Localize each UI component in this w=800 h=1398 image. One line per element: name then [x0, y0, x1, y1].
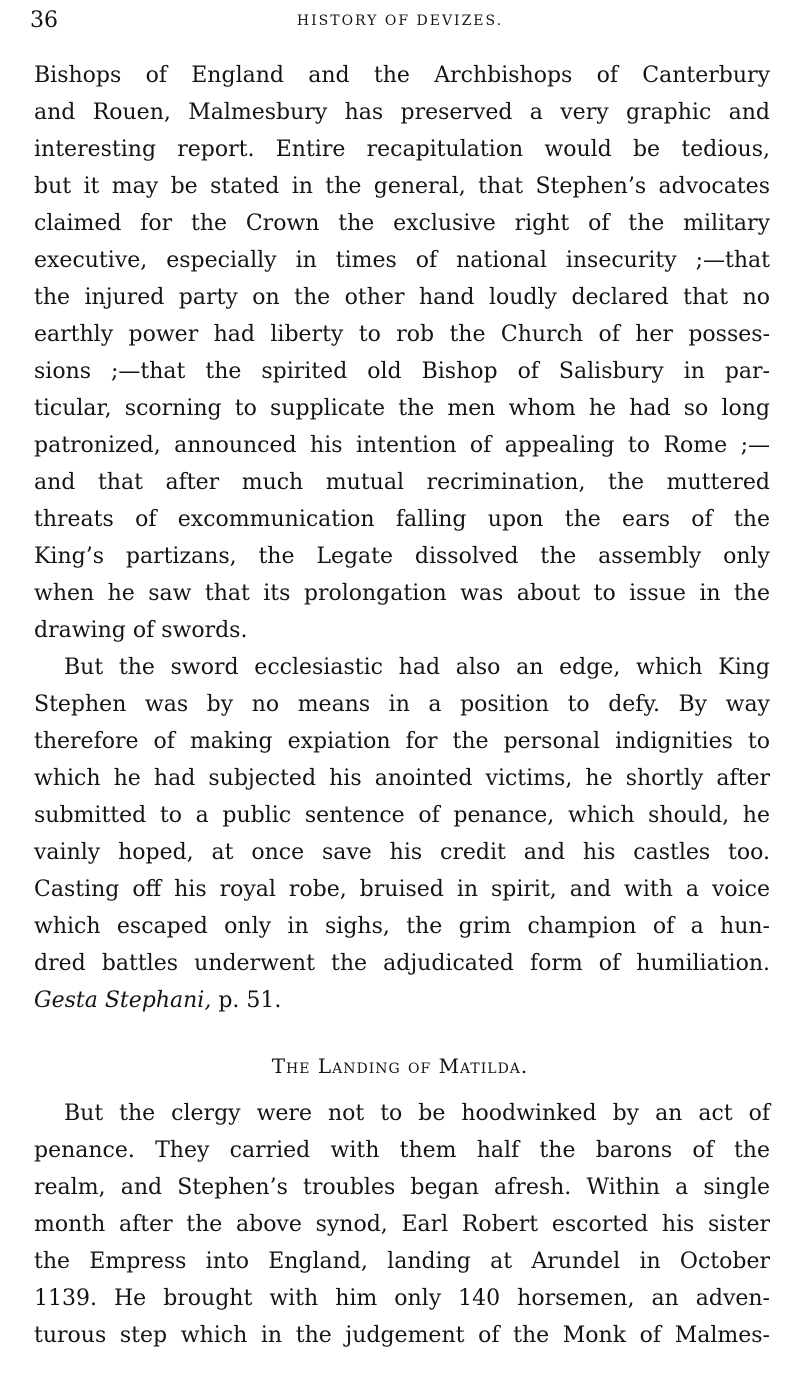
- text-line: penance. They carried with them half the barons of the: [34, 1138, 770, 1163]
- text-line: sions ;—that the spirited old Bishop of Salisbury in par-: [34, 359, 770, 384]
- running-head: HISTORY OF DEVIZES.: [296, 13, 504, 29]
- text-line: earthly power had liberty to rob the Church of her posses-: [34, 322, 770, 347]
- text-line: threats of excommunication falling upon the ears of the: [34, 507, 770, 532]
- text-line: patronized, announced his intention of appealing to Rome ;—: [34, 433, 770, 458]
- text-line: drawing of swords.: [34, 618, 248, 643]
- text-line: therefore of making expiation for the personal indignities to: [34, 729, 770, 754]
- text-line: But the sword ecclesiastic had also an edge, which King: [64, 655, 770, 680]
- text-line: turous step which in the judgement of the Monk of Malmes-: [34, 1323, 770, 1348]
- text-line: the injured party on the other hand loudly declared that no: [34, 285, 770, 310]
- text-line: Casting off his royal robe, bruised in spirit, and with a voice: [34, 877, 770, 902]
- text-line: which escaped only in sighs, the grim champion of a hun-: [34, 914, 770, 939]
- text-line: ticular, scorning to supplicate the men whom he had so long: [34, 396, 770, 421]
- text-line: realm, and Stephen’s troubles began afresh. Within a single: [34, 1175, 770, 1200]
- citation-page: p. 51.: [218, 988, 282, 1013]
- text-line: Bishops of England and the Archbishops of Canterbury: [34, 63, 770, 88]
- text-line: King’s partizans, the Legate dissolved the assembly only: [34, 544, 770, 569]
- text-line: which he had subjected his anointed victims, he shortly after: [34, 766, 770, 791]
- text-line: executive, especially in times of national insecurity ;—that: [34, 248, 770, 273]
- page-header: [30, 6, 770, 36]
- page-number: 36: [30, 8, 58, 33]
- citation-source: Gesta Stephani,: [34, 988, 212, 1013]
- text-line: interesting report. Entire recapitulation would be tedious,: [34, 137, 770, 162]
- text-line: claimed for the Crown the exclusive right of the military: [34, 211, 770, 236]
- text-line: 1139. He brought with him only 140 horsemen, an adven-: [34, 1286, 770, 1311]
- text-line: vainly hoped, at once save his credit and his castles too.: [34, 840, 770, 865]
- section-heading: The Landing of Matilda.: [271, 1054, 529, 1078]
- text-line: and Rouen, Malmesbury has preserved a very graphic and: [34, 100, 770, 125]
- text-line: month after the above synod, Earl Robert escorted his sister: [34, 1212, 770, 1237]
- text-line: Stephen was by no means in a position to defy. By way: [34, 692, 770, 717]
- text-line: submitted to a public sentence of penance, which should, he: [34, 803, 770, 828]
- text-line: But the clergy were not to be hoodwinked by an act of: [64, 1101, 770, 1126]
- text-line: when he saw that its prolongation was about to issue in the: [34, 581, 770, 606]
- text-line: dred battles underwent the adjudicated form of humiliation.: [34, 951, 770, 976]
- text-line: but it may be stated in the general, that Stephen’s advocates: [34, 174, 770, 199]
- text-line: and that after much mutual recrimination, the muttered: [34, 470, 770, 495]
- citation: [34, 982, 770, 1019]
- text-line: the Empress into England, landing at Arundel in October: [34, 1249, 770, 1274]
